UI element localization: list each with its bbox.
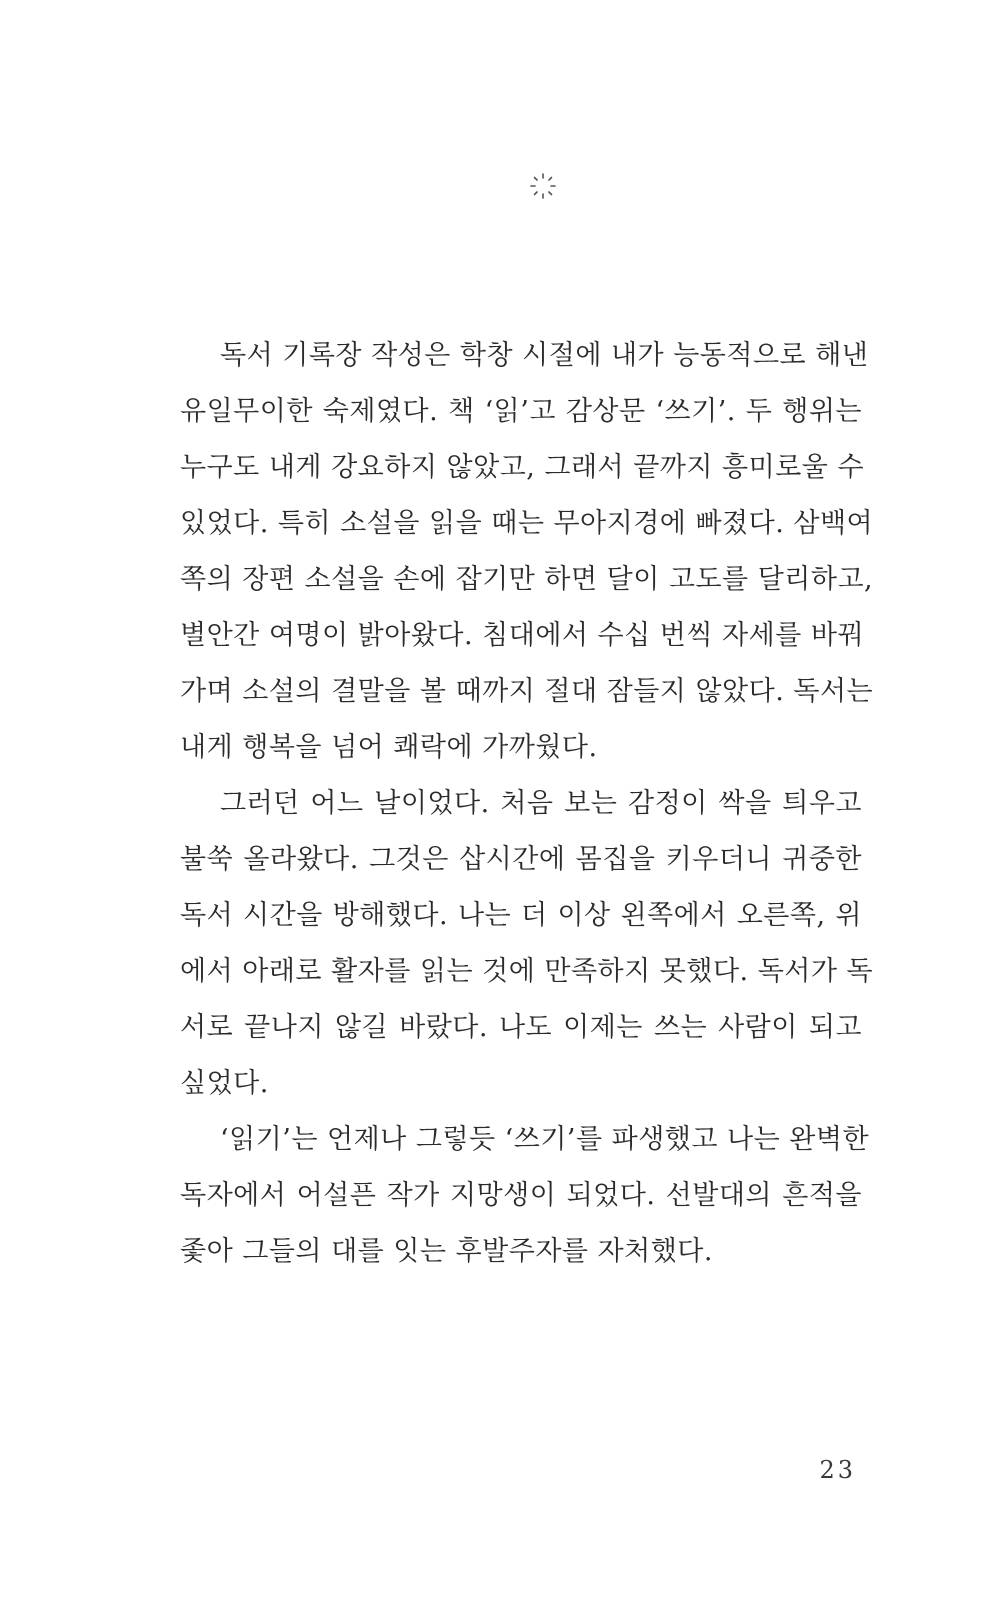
text-line: 에서 아래로 활자를 읽는 것에 만족하지 못했다. 독서가 독	[180, 956, 874, 987]
text-line: 불쑥 올라왔다. 그것은 삽시간에 몸집을 키우더니 귀중한	[180, 844, 862, 875]
text-line: 있었다. 특히 소설을 읽을 때는 무아지경에 빠졌다. 삼백여	[180, 508, 874, 539]
text-line: ‘읽기’는 언제나 그렇듯 ‘쓰기’를 파생했고 나는 완벽한	[220, 1124, 870, 1155]
body-text	[180, 328, 874, 1280]
text-line: 유일무이한 숙제였다. 책 ‘읽’고 감상문 ‘쓰기’. 두 행위는	[180, 396, 862, 427]
paragraph-2	[180, 776, 874, 1112]
text-line: 독서 시간을 방해했다. 나는 더 이상 왼쪽에서 오른쪽, 위	[180, 900, 862, 931]
text-line: 싶었다.	[180, 1068, 269, 1099]
text-line: 좇아 그들의 대를 잇는 후발주자를 자처했다.	[180, 1236, 713, 1267]
text-line: 독서 기록장 작성은 학창 시절에 내가 능동적으로 해낸	[220, 340, 869, 371]
sparkle-ornament-icon	[529, 172, 557, 200]
text-line: 누구도 내게 강요하지 않았고, 그래서 끝까지 흥미로울 수	[180, 452, 865, 483]
text-line: 독자에서 어설픈 작가 지망생이 되었다. 선발대의 흔적을	[180, 1180, 862, 1211]
text-line: 서로 끝나지 않길 바랐다. 나도 이제는 쓰는 사람이 되고	[180, 1012, 862, 1043]
text-line: 별안간 여명이 밝아왔다. 침대에서 수십 번씩 자세를 바꿔	[180, 620, 865, 651]
paragraph-1	[180, 328, 874, 776]
text-line: 그러던 어느 날이었다. 처음 보는 감정이 싹을 틔우고	[220, 788, 862, 819]
text-line: 내게 행복을 넘어 쾌락에 가까웠다.	[180, 732, 598, 763]
page-number: 23	[819, 1456, 856, 1484]
text-line: 쪽의 장편 소설을 손에 잡기만 하면 달이 고도를 달리하고,	[180, 564, 874, 595]
paragraph-3	[180, 1112, 870, 1280]
text-line: 가며 소설의 결말을 볼 때까지 절대 잠들지 않았다. 독서는	[180, 676, 874, 707]
